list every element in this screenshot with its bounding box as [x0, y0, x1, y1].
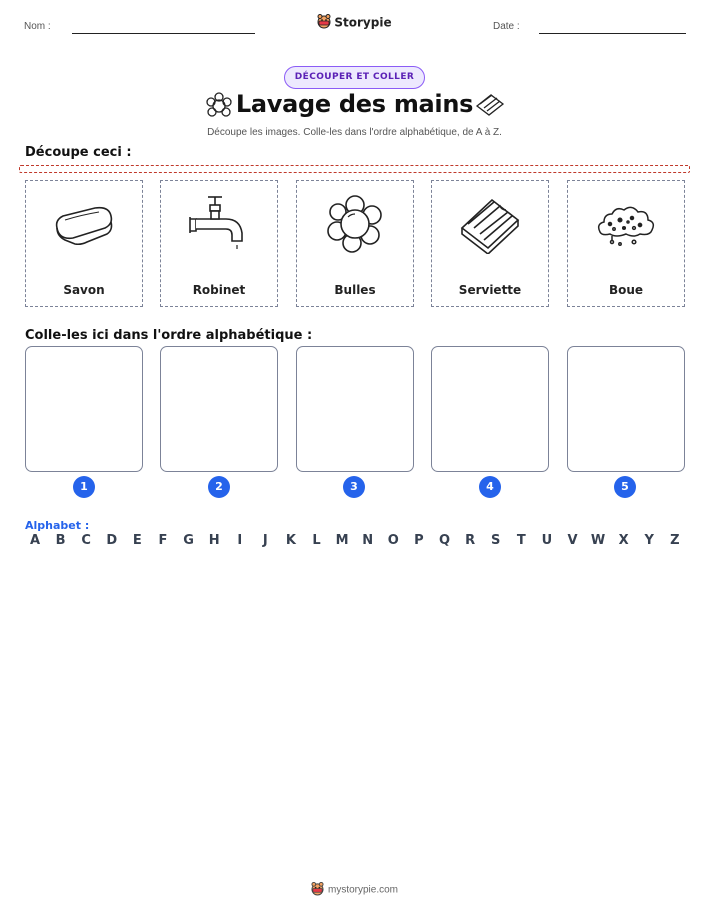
alphabet-letter: T — [516, 533, 526, 548]
alphabet-letter: N — [362, 533, 374, 548]
alphabet-letter: A — [29, 533, 41, 548]
order-number-4: 4 — [479, 476, 501, 498]
cut-card-savon[interactable] — [25, 180, 143, 307]
alphabet-letter: M — [335, 533, 349, 548]
alphabet-letter: K — [285, 533, 296, 548]
alphabet-letter: C — [81, 533, 91, 548]
alphabet-letter: L — [312, 533, 321, 548]
card-label: Robinet — [192, 283, 246, 297]
alphabet-letter: W — [590, 533, 606, 548]
paste-box-2[interactable] — [160, 346, 278, 472]
alphabet-letter: S — [491, 533, 501, 548]
alphabet-letter: B — [55, 533, 66, 548]
order-number-3: 3 — [343, 476, 365, 498]
alphabet-letter: O — [387, 533, 399, 548]
date-line[interactable] — [539, 33, 686, 34]
storypie-footer-logo-icon — [311, 881, 324, 899]
soap-icon — [26, 189, 142, 259]
alphabet-letter: R — [465, 533, 476, 548]
paste-box-1[interactable] — [25, 346, 143, 472]
order-number-1: 1 — [73, 476, 95, 498]
order-number-2: 2 — [208, 476, 230, 498]
storypie-logo-icon — [317, 13, 331, 32]
brand-name: Storypie — [334, 15, 392, 30]
alphabet-letter: Y — [644, 533, 654, 548]
alphabet-letter: X — [618, 533, 629, 548]
cut-card-serviette[interactable] — [431, 180, 549, 307]
name-line[interactable] — [72, 33, 255, 34]
alphabet-letter: G — [183, 533, 194, 548]
card-label: Bulles — [334, 283, 376, 297]
order-number-5: 5 — [614, 476, 636, 498]
alphabet-letter: J — [262, 533, 268, 548]
bubbles-icon — [297, 189, 413, 259]
alphabet-letter: V — [567, 533, 578, 548]
alphabet-letter: Q — [438, 533, 451, 548]
paste-box-5[interactable] — [567, 346, 685, 472]
footer-url[interactable]: mystorypie.com — [327, 884, 398, 896]
alphabet-letter: D — [106, 533, 118, 548]
alphabet-letter: Z — [670, 533, 680, 548]
activity-badge: DÉCOUPER ET COLLER — [284, 66, 425, 89]
card-label: Serviette — [458, 283, 522, 297]
card-label: Savon — [63, 283, 105, 297]
alphabet-letter: U — [541, 533, 553, 548]
paste-box-3[interactable] — [296, 346, 414, 472]
paste-heading: Colle-les ici dans l'ordre alphabétique : — [25, 328, 313, 343]
date-label: Date : — [493, 21, 520, 32]
towel-title-icon — [474, 92, 506, 122]
mud-icon — [568, 189, 684, 259]
alphabet-letter: H — [208, 533, 220, 548]
worksheet-title: Lavage des mains — [235, 90, 474, 118]
towel-icon — [432, 189, 548, 259]
card-label: Boue — [608, 283, 644, 297]
brand-header — [0, 13, 709, 32]
faucet-icon — [161, 189, 277, 259]
alphabet-letter: P — [414, 533, 424, 548]
footer — [0, 881, 709, 899]
cut-line — [19, 165, 690, 173]
alphabet-letter: I — [237, 533, 243, 548]
cut-card-bulles[interactable] — [296, 180, 414, 307]
paste-box-4[interactable] — [431, 346, 549, 472]
alphabet-letter: F — [158, 533, 168, 548]
cut-card-boue[interactable] — [567, 180, 685, 307]
name-label: Nom : — [24, 21, 51, 32]
instructions: Découpe les images. Colle-les dans l'ordre alphabétique, de A à Z. — [207, 127, 502, 138]
cut-card-robinet[interactable] — [160, 180, 278, 307]
alphabet-letter: E — [132, 533, 142, 548]
alphabet-heading: Alphabet : — [25, 519, 90, 532]
alphabet-row — [25, 533, 685, 548]
cut-heading: Découpe ceci : — [25, 145, 132, 160]
